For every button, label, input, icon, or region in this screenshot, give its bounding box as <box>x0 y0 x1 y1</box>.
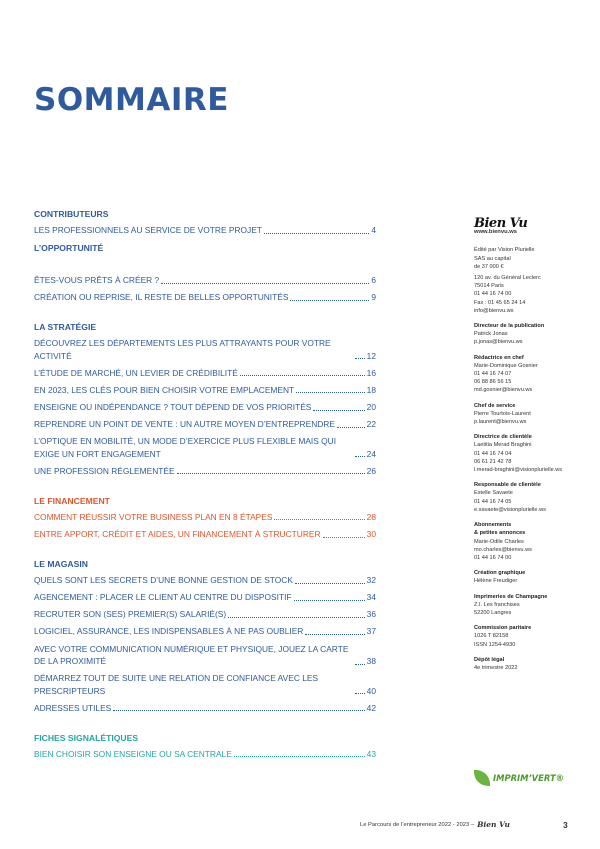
credit-label: Commission paritaire <box>474 625 532 632</box>
credit-label: Création graphique <box>474 570 526 577</box>
toc-entry-page: 12 <box>366 350 376 361</box>
toc-entry-title: ÊTES-VOUS PRÊTS À CRÉER ? <box>34 275 160 286</box>
toc-entry-page: 40 <box>366 685 376 696</box>
toc-entry-page: 9 <box>371 292 376 303</box>
toc-entry-title: DÉCOUVREZ LES DÉPARTEMENTS LES PLUS ATTRAYANTS POUR VOTRE ACTIVITÉ <box>34 338 331 361</box>
credit-line: mo.charles@bienvu.ws <box>474 546 532 553</box>
credit-line: l.merad-braghini@visionplurielle.ws <box>474 467 563 474</box>
toc-entry-title: AVEC VOTRE COMMUNICATION NUMÉRIQUE ET PHYSIQUE, JOUEZ LA CARTE DE LA PROXIMITÉ <box>34 643 349 666</box>
credit-block <box>474 624 584 649</box>
footer-brand: Bien Vu <box>477 820 510 829</box>
table-of-contents <box>34 209 376 765</box>
toc-entry-page: 28 <box>366 511 376 522</box>
toc-entry[interactable] <box>34 274 376 287</box>
publisher-line: 01 44 16 74 00 <box>474 291 512 298</box>
toc-entry-page: 36 <box>366 609 376 620</box>
dot-leader <box>161 283 369 284</box>
credit-line: 4e trimestre 2022 <box>474 664 518 671</box>
dot-leader <box>228 617 364 618</box>
toc-entry[interactable] <box>34 465 376 478</box>
toc-entry[interactable] <box>34 643 376 668</box>
dot-leader <box>296 392 365 393</box>
toc-entry-page: 34 <box>366 592 376 603</box>
dot-leader <box>264 233 369 234</box>
credit-block <box>474 402 584 427</box>
toc-entry-page: 43 <box>366 748 376 759</box>
toc-entry[interactable] <box>34 528 376 541</box>
toc-entry-page: 18 <box>366 384 376 395</box>
toc-entry-title: COMMENT RÉUSSIR VOTRE BUSINESS PLAN EN 8 ÉTAPES <box>34 511 273 522</box>
toc-entry-page: 38 <box>366 656 376 666</box>
toc-entry-page: 37 <box>366 626 376 637</box>
section-heading: CONTRIBUTEURS <box>34 209 109 219</box>
credit-line: 01 44 16 74 00 <box>474 554 512 561</box>
toc-entry-title: BIEN CHOISIR SON ENSEIGNE OU SA CENTRALE <box>34 748 232 759</box>
credits <box>474 322 584 672</box>
dot-leader <box>355 358 365 359</box>
credit-label: Responsable de clientèle <box>474 482 541 489</box>
credit-block <box>474 569 584 585</box>
dot-leader <box>294 600 365 601</box>
toc-entry[interactable] <box>34 672 376 697</box>
credit-line: Pierre Tourtois-Laurent <box>474 410 531 417</box>
toc-entry[interactable] <box>34 401 376 414</box>
toc-entry-page: 32 <box>366 575 376 586</box>
publisher-line: 75014 Paris <box>474 283 504 290</box>
credit-label: Directeur de la publication <box>474 323 545 330</box>
bienvu-logo: Bien Vu <box>474 216 528 231</box>
toc-entry-page: 20 <box>366 402 376 413</box>
toc-entry-page: 42 <box>366 702 376 713</box>
toc-entry-title: ENTRE APPORT, CRÉDIT ET AIDES, UN FINANCEMENT À STRUCTURER <box>34 529 321 540</box>
credit-line: Z.I. Les franchises <box>474 601 520 608</box>
credit-line: e.savaete@visionplurielle.ws <box>474 506 546 513</box>
credit-line: Estelle Savaete <box>474 490 513 497</box>
toc-entry[interactable] <box>34 625 376 638</box>
credit-label: Rédactrice en chef <box>474 354 524 361</box>
toc-entry[interactable] <box>34 367 376 380</box>
toc-entry-title: L’OPTIQUE EN MOBILITÉ, UN MODE D’EXERCICE PLUS FLEXIBLE MAIS QUI EXIGE UN FORT ENGAGEMENT <box>34 436 337 459</box>
section-heading: LE FINANCEMENT <box>34 495 110 506</box>
toc-entry[interactable] <box>34 337 376 362</box>
section-heading: LE MAGASIN <box>34 559 88 570</box>
toc-entry-page: 22 <box>366 419 376 430</box>
dot-leader <box>274 519 364 520</box>
toc-entry-title: REPRENDRE UN POINT DE VENTE : UN AUTRE MOYEN D’ENTREPRENDRE <box>34 419 335 430</box>
website-link[interactable]: www.bienvu.ws <box>474 229 517 236</box>
toc-entry-page: 4 <box>371 225 376 235</box>
toc-entry[interactable] <box>34 291 376 304</box>
publisher-line: info@bienvu.ws <box>474 307 514 314</box>
credit-line: Hélène Freudiger <box>474 578 518 585</box>
toc-entry[interactable] <box>34 748 376 761</box>
credit-label: Imprimeries de Champagne <box>474 593 548 600</box>
leaf-icon <box>474 770 490 786</box>
page-number: 3 <box>563 819 568 830</box>
dot-leader <box>337 427 365 428</box>
toc-entry-page: 6 <box>371 275 376 286</box>
publisher-line: Édité par Vision Plurielle <box>474 247 535 254</box>
toc-entry[interactable] <box>34 435 376 460</box>
toc-entry[interactable] <box>34 511 376 524</box>
imprim-vert-label: IMPRIM’VERT® <box>493 773 565 783</box>
credit-block <box>474 481 584 514</box>
dot-leader <box>355 456 365 457</box>
toc-entry-page: 26 <box>366 465 376 476</box>
section-heading: L’OPPORTUNITÉ <box>34 243 104 254</box>
toc-entry[interactable] <box>34 574 376 587</box>
toc-entry-title: QUELS SONT LES SECRETS D’UNE BONNE GESTION DE STOCK <box>34 575 293 586</box>
credit-line: md.gosnier@bienvu.ws <box>474 387 533 394</box>
credit-line: p.laurent@bienvu.ws <box>474 419 527 426</box>
toc-entry-title: LES PROFESSIONNELS AU SERVICE DE VOTRE PROJET <box>34 225 262 235</box>
toc-entry-title: EN 2023, LES CLÉS POUR BIEN CHOISIR VOTRE EMPLACEMENT <box>34 384 295 395</box>
credit-block <box>474 593 584 618</box>
credit-line: Patrick Jonas <box>474 331 508 338</box>
dot-leader <box>355 693 365 694</box>
toc-entry-title: LOGICIEL, ASSURANCE, LES INDISPENSABLES À NE PAS OUBLIER <box>34 626 304 637</box>
toc-entry-title: DÉMARREZ TOUT DE SUITE UNE RELATION DE CONFIANCE AVEC LES PRESCRIPTEURS <box>34 673 319 696</box>
section-heading: FICHES SIGNALÉTIQUES <box>34 732 139 743</box>
credit-block <box>474 322 584 347</box>
credit-line: Marie-Odile Charles <box>474 538 524 545</box>
toc-entry-page: 30 <box>366 529 376 540</box>
toc-entry-page: 24 <box>366 448 376 459</box>
dot-leader <box>313 410 364 411</box>
credit-line: 1026 T 82158 <box>474 633 509 640</box>
credit-block <box>474 656 584 672</box>
credit-line: 52200 Langres <box>474 609 512 616</box>
toc-entry-title: L’ÉTUDE DE MARCHÉ, UN LEVIER DE CRÉDIBILITÉ <box>34 367 238 378</box>
toc-entry-title: AGENCEMENT : PLACER LE CLIENT AU CENTRE DU DISPOSITIF <box>34 592 292 603</box>
credit-line: 01 44 16 74 07 <box>474 371 512 378</box>
masthead <box>474 216 584 679</box>
publisher-line: de 37 000 € <box>474 263 504 270</box>
page-title: SOMMAIRE <box>34 82 229 118</box>
section-heading: LA STRATÉGIE <box>34 322 97 333</box>
credit-line: 01 44 16 74 04 <box>474 450 512 457</box>
dot-leader <box>240 375 365 376</box>
toc-entry[interactable] <box>34 224 376 237</box>
publisher-line: SAS au capital <box>474 255 511 262</box>
credit-line: 01 44 16 74 05 <box>474 498 512 505</box>
dot-leader <box>113 710 364 711</box>
dot-leader <box>355 664 365 665</box>
toc-entry[interactable] <box>34 608 376 621</box>
dot-leader <box>323 537 365 538</box>
credit-block <box>474 433 584 474</box>
dot-leader <box>290 300 369 301</box>
credit-label: & petites annonces <box>474 530 526 537</box>
toc-entry-page: 16 <box>366 367 376 378</box>
footer-text: Le Parcours de l’entrepreneur 2022 - 2023 – <box>360 821 475 828</box>
toc-entry-title: CRÉATION OU REPRISE, IL RESTE DE BELLES OPPORTUNITÉS <box>34 292 289 303</box>
credit-line: Laetitia Merad Braghini <box>474 442 532 449</box>
credit-line: 06 61 21 42 78 <box>474 458 512 465</box>
toc-entry[interactable] <box>34 418 376 431</box>
credit-label: Chef de service <box>474 402 516 409</box>
dot-leader <box>177 473 365 474</box>
toc-entry-title: RECRUTER SON (SES) PREMIER(S) SALARIÉ(S) <box>34 609 227 620</box>
credit-line: Marie-Dominique Gosnier <box>474 362 538 369</box>
credit-block <box>474 354 584 395</box>
toc-entry-title: UNE PROFESSION RÉGLEMENTÉE <box>34 465 175 476</box>
toc-entry-title: ENSEIGNE OU INDÉPENDANCE ? TOUT DÉPEND DE VOS PRIORITÉS <box>34 402 312 413</box>
credit-line: 06 88 86 56 15 <box>474 379 512 386</box>
credit-label: Directrice de clientèle <box>474 434 532 441</box>
page-footer <box>360 820 570 829</box>
toc-entry-title: ADRESSES UTILES <box>34 702 112 713</box>
credit-line: ISSN 1254-4930 <box>474 641 516 648</box>
publisher-info <box>474 246 584 315</box>
toc-entry[interactable] <box>34 591 376 604</box>
dot-leader <box>234 756 365 757</box>
imprim-vert-badge <box>474 770 564 786</box>
dot-leader <box>295 583 365 584</box>
publisher-line: 120 av. du Général Leclerc <box>474 275 541 282</box>
credit-label: Abonnements <box>474 522 512 529</box>
credit-block <box>474 521 584 562</box>
credit-line: p.jonas@bienvu.ws <box>474 339 523 346</box>
publisher-line: Fax : 01 45 65 24 14 <box>474 299 526 306</box>
dot-leader <box>305 634 364 635</box>
credit-label: Dépôt légal <box>474 656 505 663</box>
toc-entry[interactable] <box>34 702 376 715</box>
toc-entry[interactable] <box>34 384 376 397</box>
